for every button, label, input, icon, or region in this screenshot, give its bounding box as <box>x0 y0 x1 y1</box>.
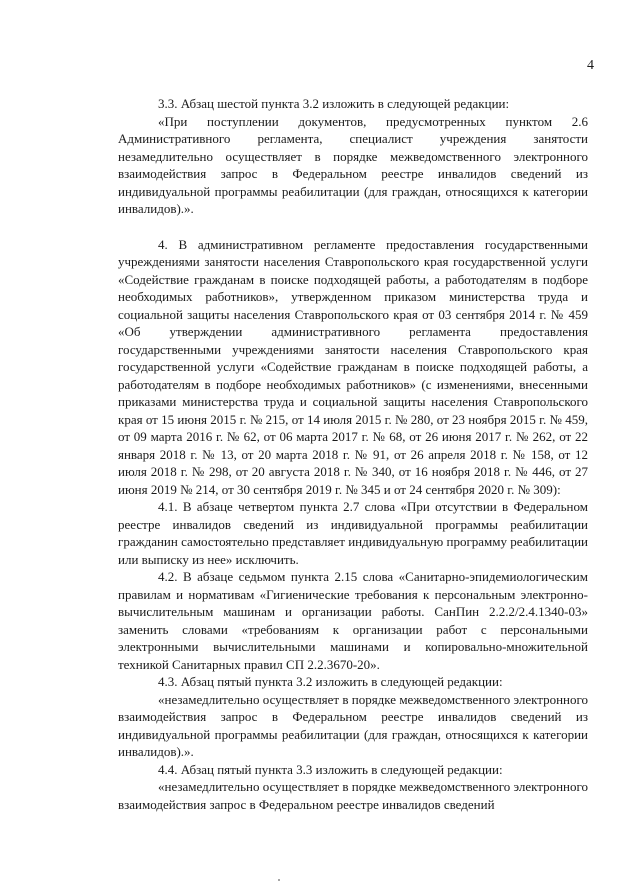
paragraph-4-1: 4.1. В абзаце четвертом пункта 2.7 слова «При отсутствии в Федеральном реестре инвалидов сведений из индивидуальной программы реабилитации гражданин самостоятельно представляет индивидуальную программу реабилитации или выписку из нее» исключить. <box>118 499 588 567</box>
scan-dot-mark <box>278 879 280 881</box>
paragraph-3-3-heading: 3.3. Абзац шестой пункта 3.2 изложить в следующей редакции: <box>158 96 510 111</box>
paragraph-4-4-text: «незамедлительно осуществляет в порядке межведомственного электронного взаимодействия запрос в Федеральном реестре инвалидов сведений <box>118 779 589 812</box>
document-body <box>118 95 588 813</box>
paragraph-3-3-text: «При поступлении документов, предусмотренных пунктом 2.6 Административного регламента, специалист учреждения занятости незамедлительно осуществляет в порядке межведомственного электронного взаимодействия запрос в Федеральном реестре инвалидов сведений из индивидуальной программы реабилитации (для граждан, относящихся к категории инвалидов).». <box>118 113 588 216</box>
paragraph-4-3-heading: 4.3. Абзац пятый пункта 3.2 изложить в следующей редакции: <box>158 674 503 689</box>
paragraph-gap <box>118 218 588 236</box>
paragraph-4-3-text: «незамедлительно осуществляет в порядке межведомственного электронного взаимодействия запрос в Федеральном реестре инвалидов сведений из индивидуальной программы реабилитации (для граждан, относящихся к категории инвалидов).». <box>118 691 589 759</box>
paragraph-4-4-heading: 4.4. Абзац пятый пункта 3.3 изложить в следующей редакции: <box>158 761 503 777</box>
page-number: 4 <box>587 58 594 73</box>
paragraph-4-intro: 4. В административном регламенте предоставления государственными учреждениями занятости населения Ставропольского края государственной услуги «Содействие гражданам в поиске подходящей работы, а работодателям в подборе необходимых работников», утвержденном приказом министерства труда и социальной защиты населения Ставропольского края от 03 сентября 2014 г. № 459 «Об утверждении административного регламента предоставления государственными учреждениями занятости населения Ставропольского края государственной услуги «Содействие гражданам в поиске подходящей работы, а работодателям в подборе необходимых работников» (с изменениями, внесенными приказами министерства труда и социальной защиты населения Ставропольского края от 15 июня 2015 г. № 215, от 14 июля 2015 г. № 280, от 23 ноября 2015 г. № 459, от 09 марта 2016 г. № 62, от 06 марта 2017 г. № 68, от 26 июня 2017 г. № 262, от 22 января 2018 г. № 13, от 20 марта 2018 г. № 91, от 26 апреля 2018 г. № 158, от 12 июля 2018 г. № 298, от 20 августа 2018 г. № 340, от 16 ноября 2018 г. № 446, от 27 июня 2019 № 214, от 30 сентября 2019 г. № 345 и от 24 сентября 2020 г. № 309): <box>118 236 588 497</box>
paragraph-4-2: 4.2. В абзаце седьмом пункта 2.15 слова «Санитарно-эпидемиологическим правилам и нормативам «Гигиенические требования к персональным электронно-вычислительным машинам и организации работы. СанПин 2.2.2/2.4.1340-03» заменить словами «требованиям к организации работ с персональными электронными вычислительными машинами и копировально-множительной техникой Санитарных правил СП 2.2.3670-20». <box>118 569 588 672</box>
